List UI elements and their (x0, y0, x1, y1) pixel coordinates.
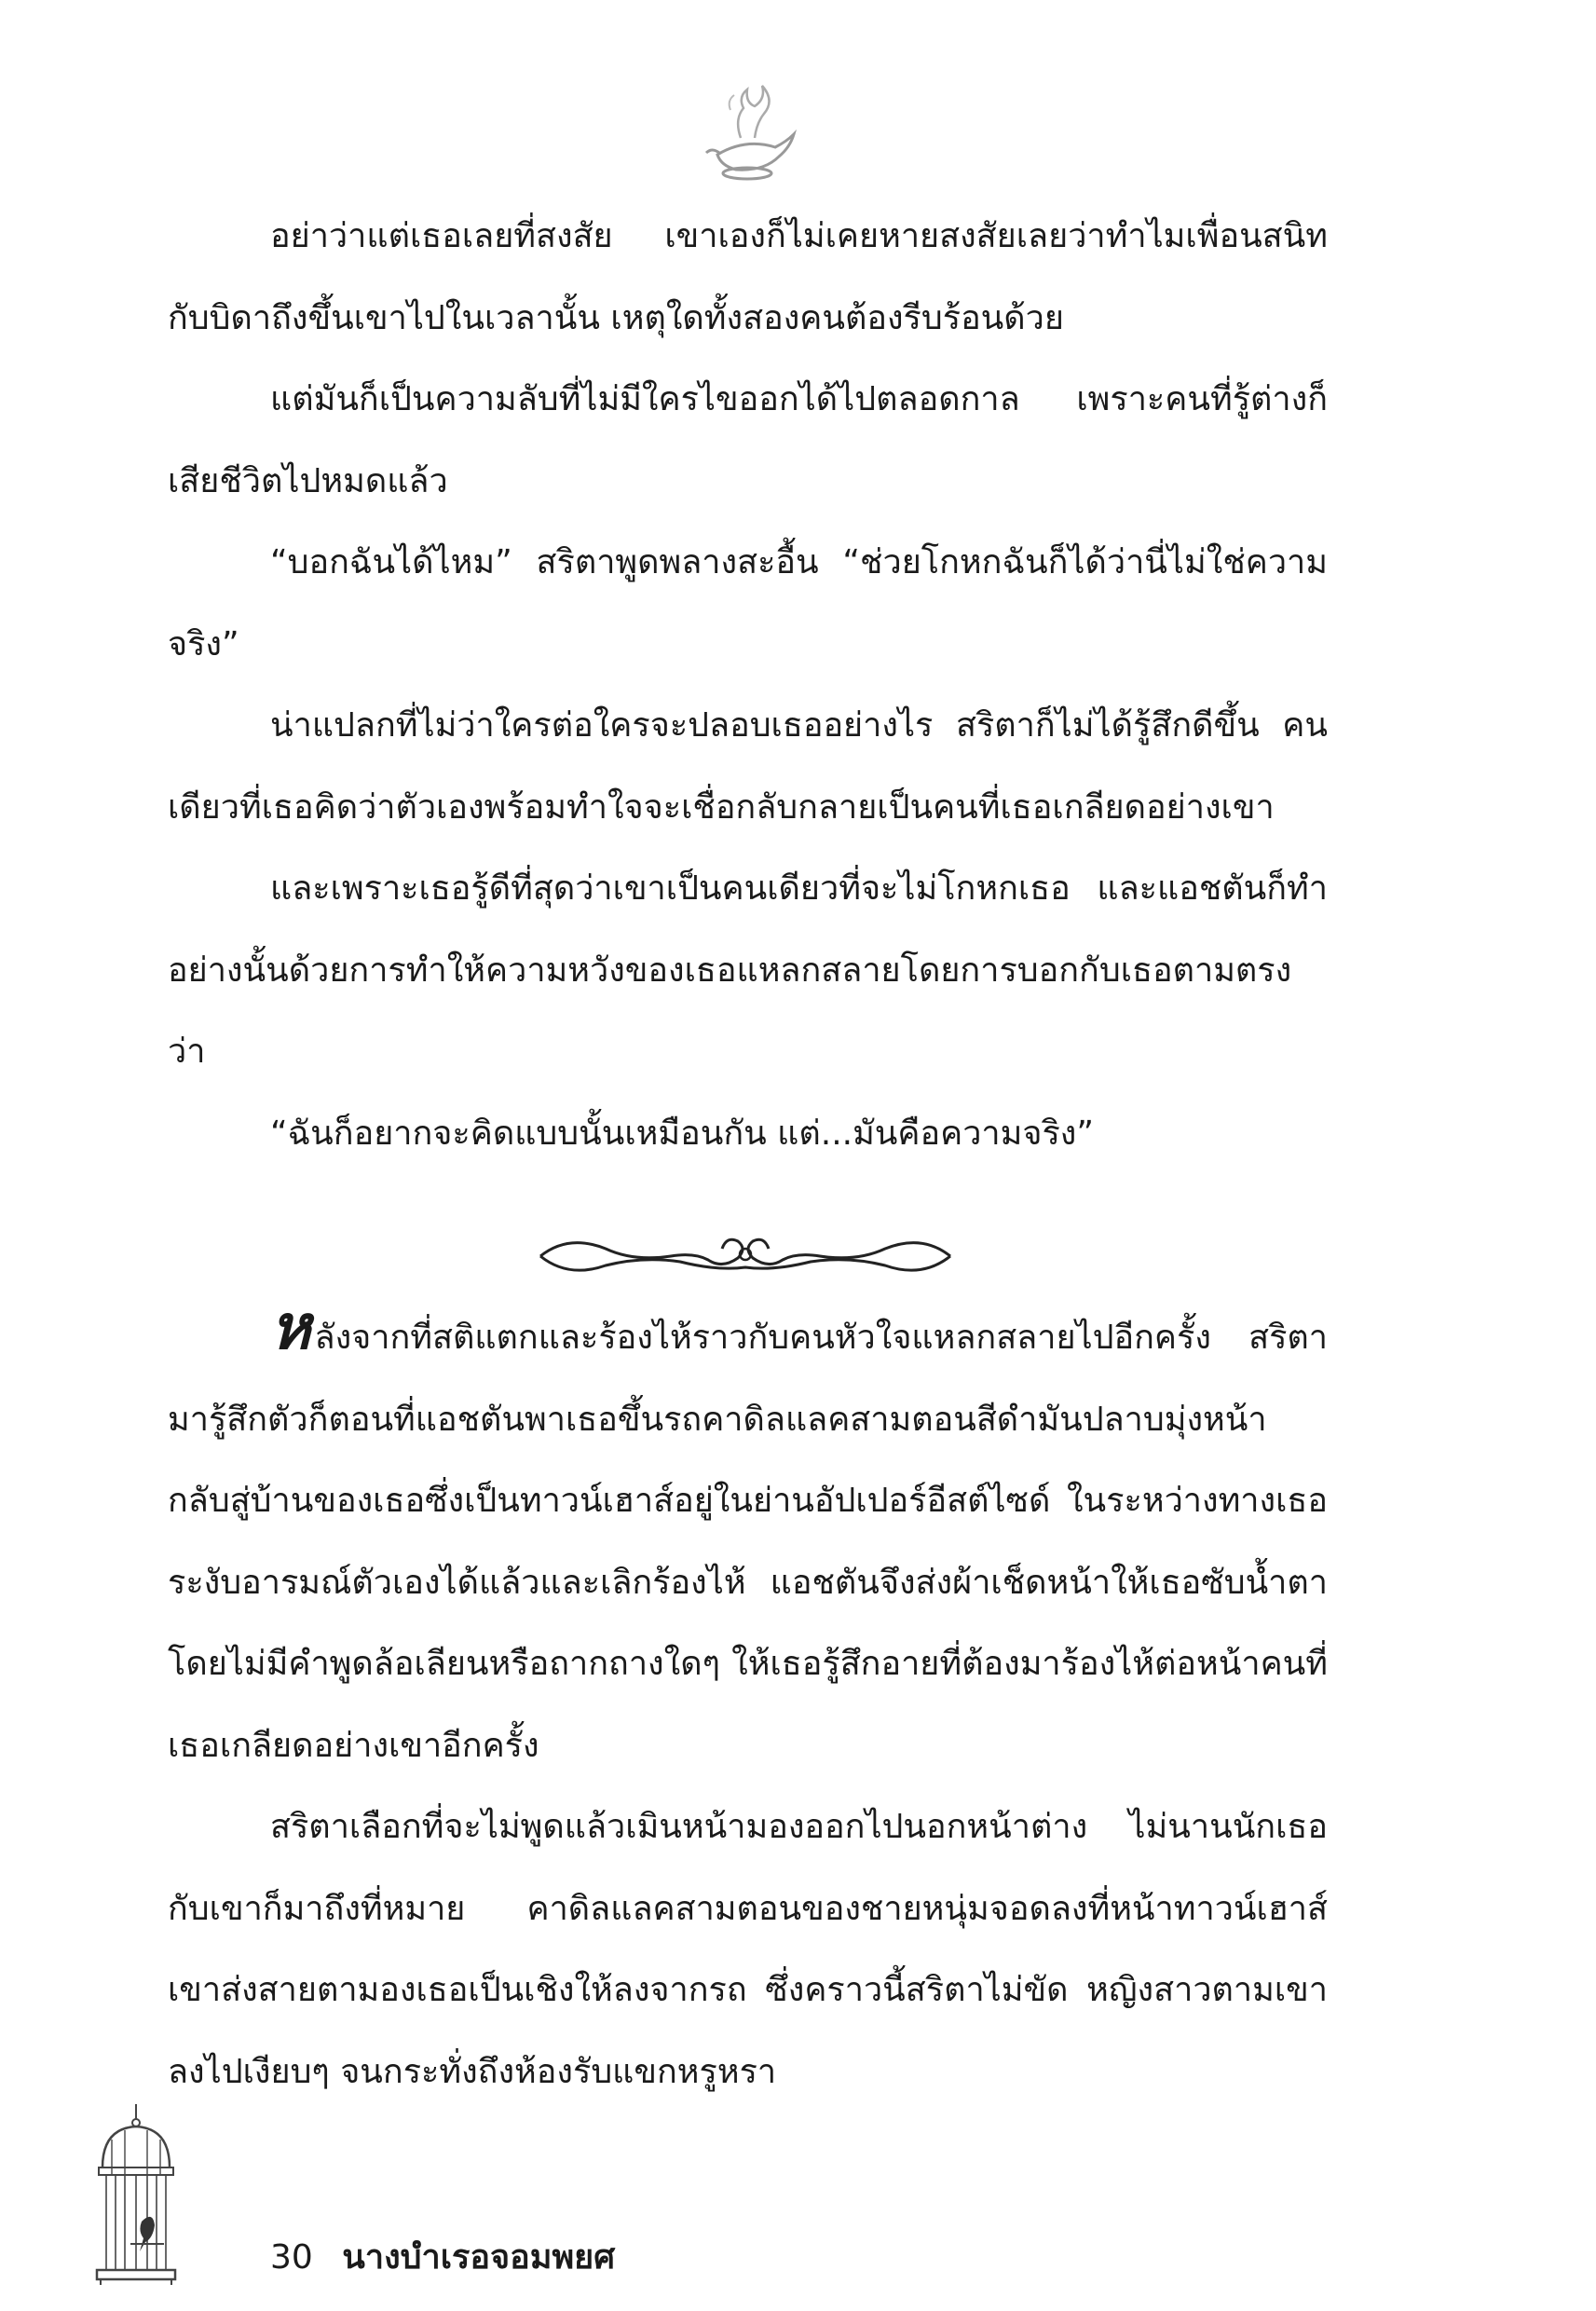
lamp-icon (689, 82, 801, 185)
paragraph-text: ลังจากที่สติแตกและร้องไห้ราวกับคนหัวใจแหลกสลายไปอีกครั้ง สริตามารู้สึกตัวก็ตอนที่แอชตันพาเธอขึ้นรถคาดิลแลคสามตอนสีดำมันปลาบมุ่งหน้ากลับสู่บ้านของเธอซึ่งเป็นทาวน์เฮาส์อยู่ในย่านอัปเปอร์อีสต์ไซด์ ในระหว่างทางเธอระงับอารมณ์ตัวเองได้แล้วและเลิกร้องไห้ แอชตันจึงส่งผ้าเช็ดหน้าให้เธอซับน้ำตาโดยไม่มีคำพูดล้อเลียนหรือถากถางใดๆ ให้เธอรู้สึกอายที่ต้องมาร้องไห้ต่อหน้าคนที่เธอเกลียดอย่างเขาอีกครั้ง (168, 1319, 1328, 1765)
page-footer (270, 2230, 615, 2283)
paragraph: “ฉันก็อยากจะคิดแบบนั้นเหมือนกัน แต่...มันคือความจริง” (270, 1114, 1095, 1153)
paragraph (168, 1291, 1328, 1786)
section-2-text (168, 1291, 1328, 2113)
book-title: นางบำเรอจอมพยศ (342, 2238, 616, 2277)
drop-cap: ห (270, 1291, 311, 1363)
section-1-text (168, 196, 1328, 1174)
flourish-divider-icon (531, 1228, 960, 1284)
paragraph: น่าแปลกที่ไม่ว่าใครต่อใครจะปลอบเธออย่างไร สริตาก็ไม่ได้รู้สึกดีขึ้น คนเดียวที่เธอคิดว่าตัวเองพร้อมทำใจจะเชื่อกลับกลายเป็นคนที่เธอเกลียดอย่างเขา (168, 706, 1328, 827)
paragraph: แต่มันก็เป็นความลับที่ไม่มีใครไขออกได้ไปตลอดกาล เพราะคนที่รู้ต่างก็เสียชีวิตไปหมดแล้ว (168, 380, 1328, 500)
paragraph: “บอกฉันได้ไหม” สริตาพูดพลางสะอื้น “ช่วยโกหกฉันก็ได้ว่านี่ไม่ใช่ความจริง” (168, 543, 1328, 663)
page-number: 30 (270, 2238, 313, 2277)
paragraph: สริตาเลือกที่จะไม่พูดแล้วเมินหน้ามองออกไปนอกหน้าต่าง ไม่นานนักเธอกับเขาก็มาถึงที่หมาย คาดิลแลคสามตอนของชายหนุ่มจอดลงที่หน้าทาวน์เฮาส์ เขาส่งสายตามองเธอเป็นเชิงให้ลงจากรถ ซึ่งคราวนี้สริตาไม่ขัด หญิงสาวตามเขาลงไปเงียบๆ จนกระทั่งถึงห้องรับแขกหรูหรา (168, 1808, 1328, 2091)
birdcage-icon (93, 2102, 179, 2287)
paragraph: อย่าว่าแต่เธอเลยที่สงสัย เขาเองก็ไม่เคยหายสงสัยเลยว่าทำไมเพื่อนสนิทกับบิดาถึงขึ้นเขาไปในเวลานั้น เหตุใดทั้งสองคนต้องรีบร้อนด้วย (168, 217, 1328, 337)
paragraph: และเพราะเธอรู้ดีที่สุดว่าเขาเป็นคนเดียวที่จะไม่โกหกเธอ และแอชตันก็ทำอย่างนั้นด้วยการทำให้ความหวังของเธอแหลกสลายโดยการบอกกับเธอตามตรงว่า (168, 869, 1328, 1071)
